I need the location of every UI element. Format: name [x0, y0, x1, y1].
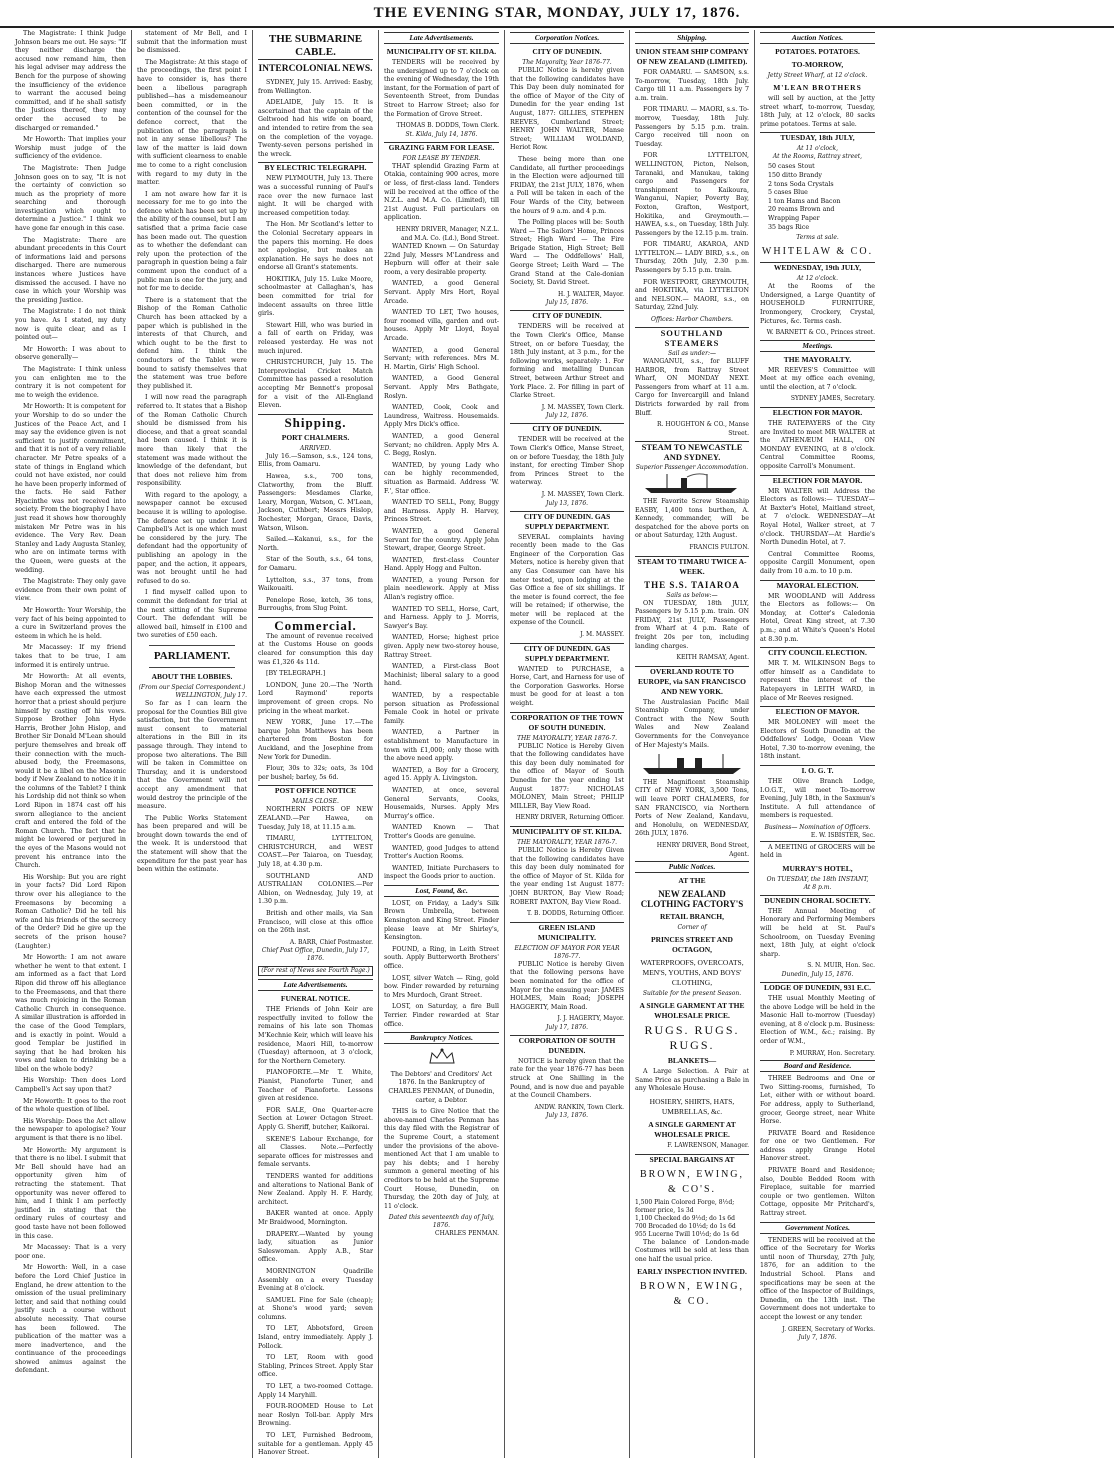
wanted-ad: WANTED, by young Lady who can be highly recommended, situation as Barmaid. Address 'W. F.', Star office. — [384, 461, 499, 495]
election-for-mayor-1: ELECTION FOR MAYOR. — [760, 407, 875, 418]
green-island-title: GREEN ISLAND MUNICIPALITY. — [510, 922, 624, 943]
report-paragraph: His Worship: Then does Lord Campbell's Act say upon that? — [15, 1077, 126, 1094]
shipping-item: Penelope Rose, ketch, 36 tons, Burroughs, from Slug Point. — [258, 596, 373, 613]
city-dunedin-1: CITY OF DUNEDIN. — [532, 47, 602, 56]
post-item: British and other mails, via San Francisco, will close at this office on the 26th inst. — [258, 909, 373, 935]
at-11-label: At 11 o'clock, — [796, 145, 839, 153]
auction-lot: 50 cases Stout — [768, 163, 815, 171]
board-ad: PRIVATE Board and Residence; also, Double Bedded Room with Fireplace, suitable for married couple or two gentlemen. Wilton Cottage, opposite Mr Pritchard's, Rattray street. — [760, 1167, 875, 1218]
port-chalmers: PORT CHALMERS. — [281, 432, 350, 442]
report-paragraph: The Magistrate: There are abundant precedents in this Court of informations laid and persons discharged. There are numerous instances where Justices have dismissed the accused. I have no case in which your Worship was the presiding Justice. — [15, 236, 126, 304]
column-5 — [505, 30, 630, 1458]
polling-places: The Polling places will be: South Ward — The Sailors' Home, Princes Street; High Ward — The Fire Brigade Station, High Street; Bell Ward — The Oddfellows' Hall, George Street; Leith Ward — The Grand Stand at the Cale-donian Society, St. David Street. — [510, 219, 624, 287]
murray-hotel: MURRAY'S HOTEL, — [782, 863, 853, 873]
report-paragraph: The Magistrate: They only gave evidence from their own point of view. — [15, 578, 126, 603]
page-columns — [10, 30, 1104, 1458]
union-sailings — [635, 69, 749, 313]
column-6 — [630, 30, 755, 1458]
mayoralty-2: THE MAYORALTY, YEAR 1876-7. — [516, 734, 618, 742]
massey-signature-1: J. M. MASSEY, Town Clerk. — [541, 403, 624, 411]
sailing-notice: FOR TIMARU. — MAORI, s.s. To-morrow, Tuesday, 18th July. Passengers by 5.15 p.m. train. Cargo received till noon on Tuesday. — [635, 106, 749, 148]
classified-ad: TENDERS wanted for additions and alterations to National Bank of New Zealand. Apply H. F. Hardy, architect. — [258, 1172, 373, 1206]
sailing-notice: FOR LYTTELTON, WELLINGTON, Picton, Nelson, Taranaki, and Manukau, taking cargo and Passengers for transhipment to Kaikoura, Wanganui, Napier, Poverty Bay, Foxton, Grafton, Westport, Hokitika, and Greymouth.— HAWEA, s.s., on Tuesday, 18th July. Passengers by the 12.15 p.m. train. — [635, 152, 749, 237]
report-paragraph: Mr Howorth: My argument is that there is no libel. I submit that Mr Bell should have had an opportunity given him of retracting the statement. That opportunity was never offered to him, and I think I am perfectly justified in stating that the ordinary rules of courtesy and good taste have not been followed in this case. — [15, 1146, 126, 1240]
report-paragraph: The Magistrate: I think unless you can enlighten me to the contrary it is not competent for me to weigh the evidence. — [15, 365, 126, 399]
mayoralty-1: The Mayoralty, Year 1876-77. — [522, 59, 612, 66]
central-committee: Central Committee Rooms, opposite Cargill Monument, open daily from 10 a.m. to 10 p.m. — [760, 550, 875, 575]
tomorrow-label: TO-MORROW, — [791, 60, 844, 69]
post-place: Chief Post Office, Dunedin, July 17, 1876. — [261, 947, 370, 963]
classified-ad: FOUR-ROOMED House to Let near Roslyn Toll-bar. Apply Mrs Browning. — [258, 1403, 373, 1428]
mayoralty-3: THE MAYORALTY, YEAR 1876-7. — [516, 838, 618, 846]
green-date: July 7, 1876. — [798, 1334, 837, 1342]
special-bargains: SPECIAL BARGAINS AT — [635, 1154, 749, 1165]
gas-notice: SEVERAL complaints having recently been made to the Gas Engineer of the Corporation Gas Meters, notice is hereby given that any Gas Consumer can have his meter tested, upon lodging at the Gas Office a fee of six shillings. If the meter is found correct, the fee will be retained; if otherwise, the meter will be replaced at the expense of the Council. — [510, 533, 624, 627]
arrived-label: ARRIVED. — [300, 444, 331, 452]
taiaroa-text: ON TUESDAY, 18th JULY, Passengers by 5.15 p.m. train. ON FRIDAY, 21st JULY, Passengers from Wharf at 4 p.m. Rate of freight 20s per ton, including landing charges. — [635, 599, 749, 650]
st-kilda-title: MUNICIPALITY OF ST. KILDA. — [386, 47, 497, 56]
grazing-title: GRAZING FARM FOR LEASE. — [384, 142, 499, 153]
hagerty-signature: J. J. HAGERTY, Mayor. — [557, 1015, 624, 1023]
report-paragraph: The Magistrate: I think Judge Johnson bears me out. He says: "If they neither discharge the accused now remand him, then his legal adviser may address the Bench for the purpose of showing the insufficiency of the evidence to warrant the accused being committed, and if he shall satisfy the Justices thereof, they may order the accused to be discharged or remanded." — [15, 30, 126, 132]
retail-branch: RETAIL BRANCH, — [659, 912, 725, 922]
city-new-york-text: THE Magnificent Steamship CITY of NEW YORK, 3,500 Tons, will leave PORT CHALMERS, for SAN FRANCISCO, via Northern Ports of New Zealand, Kandavu, and Honolulu, on WEDNESDAY, 26th JULY, 1876. — [635, 778, 749, 838]
newcastle-sub: Superior Passenger Accommodation. — [635, 464, 749, 472]
city-dunedin-2: CITY OF DUNEDIN. — [510, 310, 624, 321]
masthead-title: THE EVENING STAR, MONDAY, JULY 17, 1876. — [373, 5, 741, 21]
report-paragraph: Mr Howorth: Well, in a case before the Lord Chief Justice in England, he drew attention to the omission of the usual preliminary letter, and said that nothing could justify such a course without absolute necessity. That course has been followed. The publication of the matter was a mere inadvertence, and the continuance of the proceedings showed animus against the defendant. — [15, 1264, 126, 1375]
auction-goods — [768, 163, 867, 232]
rugs-label: RUGS. RUGS. RUGS. — [644, 1023, 740, 1053]
gas-supply-1: CITY OF DUNEDIN. GAS SUPPLY DEPARTMENT. — [510, 511, 624, 532]
report-paragraph: With regard to the apology, a newspaper cannot be excused because it is willing to apologise. The defence set up under Lord Campbell's Act is one which must be considered by the jury. The defendant had the opportunity of publishing an apology in the paper, and the action, it appears, was not brought until he had refused to do so. — [137, 491, 247, 585]
mail-steamer-icon — [635, 753, 749, 775]
report-paragraph: Mr Macassey: If my friend takes that to be true, I am informed it is entirely untrue. — [15, 644, 126, 669]
wanted-ad: WANTED, first-class Counter Hand. Apply Hogg and Fulton. — [384, 556, 499, 573]
telegraph-item: The Hon. Mr Scotland's letter to the Colonial Secretary appears in the papers this morning. He does not apologise, but makes an explanation. He says he does not endorse all Grant's statements. — [258, 221, 373, 272]
barnett-signature: W. BARNETT & CO., Princes street. — [766, 329, 875, 337]
column-7 — [755, 30, 880, 1458]
st-kilda-signature: THOMAS B. DODDS, Town Clerk. — [396, 122, 499, 130]
bankruptcy-signature: CHARLES PENMAN. — [435, 1230, 499, 1238]
waterproofs: WATERPROOFS, OVERCOATS, MEN'S, YOUTHS, AND BOYS' CLOTHING, — [640, 958, 744, 988]
election-year: ELECTION OF MAYOR FOR YEAR 1876-77. — [514, 944, 620, 960]
moloney-text: MR MOLONEY will meet the Electors of South Dunedin at the Oddfellows' Lodge, Ocean View Hotel, 7.30 to-morrow evening, the 18th instant. — [760, 719, 875, 761]
report-paragraph: Mr Macassey: That is a very poor one. — [15, 1244, 126, 1260]
tenders-notice: TENDERS will be received at the Town Clerk's Office, Manse Street, on or before Tuesday, the 18th July instant, at 3 p.m., for the following works, separately: 1. For forming and metalling Duncan Street, between Arthur Street and York Place. 2. For filling in part of Clarke Street. — [510, 323, 624, 400]
wanted-ad: WANTED, a Partner in establishment to Manufacture in town with £1,000; only those with the above need apply. — [384, 729, 499, 763]
wanted-ad: WANTED, a good General Servant for the country. Apply John Stewart, draper, George Street. — [384, 527, 499, 553]
easby-text: THE Favorite Screw Steamship EASBY, 1,400 tons burthen, A. Kennedy, commander, will be despatched for the above ports on or about Saturday, 12th August. — [635, 497, 749, 540]
mayoral-election: MAYORAL ELECTION. — [760, 580, 875, 591]
wanted-ad: WANTED, at once, several General Servants, Cooks, Housemaids, Nurses. Apply Mrs Murray's office. — [384, 786, 499, 820]
timber-notice: TENDER will be received at the Town Clerk's Office, Manse Street, on or before Tuesday, the 18th July instant, for erecting Timber Shop from Princes Street to the waterway. — [510, 436, 624, 487]
classified-ad: PIANOFORTE.—Mr T. White, Pianist, Pianoforte Tuner, and Teacher of Pianoforte. Lessons given at residence. — [258, 1069, 373, 1103]
newcastle-title: STEAM TO NEWCASTLE AND SYDNEY. — [635, 441, 749, 462]
shipping-item: Lyttelton, s.s., 37 tons, from Waikouaiti. — [258, 576, 373, 593]
shipping-item: July 16.—Samson, s.s., 124 tons, Ellis, from Oamaru. — [258, 452, 373, 469]
funeral-title: FUNERAL NOTICE. — [280, 994, 351, 1004]
report-paragraph: Mr Howorth: It goes to the root of the whole question of libel. — [15, 1097, 126, 1114]
classified-ads — [258, 1069, 373, 1457]
wanted-ads — [384, 243, 499, 882]
parliament-paragraph: So far as I can learn the proposal for the Counties Bill give satisfaction, but the Government must consent to material alterations in the Bill in its passage through. They intend to propose two alterations. The Bill will be taken in Committee on Thursday, and it is understood that the Government will not accept any amendment that would destroy the principle of the measure. — [137, 699, 247, 811]
taiaroa-title: THE S.S. TAIAROA — [644, 579, 740, 590]
telegraph-item: Stewart Hill, who was buried in a fall of earth on Friday, was released yesterday. He was not much injured. — [258, 321, 373, 355]
board-ads — [760, 1075, 875, 1219]
bankruptcy-date: Dated this seventeenth day of July, 1876. — [388, 1214, 495, 1230]
report-paragraph: His Worship: Does the Act allow the newspaper to apologise? Your argument is that there is no libel. — [15, 1117, 126, 1143]
overland-text: The Australasian Pacific Mail Steamship Company, under Contract with the New South Wales and New Zealand Governments for the Conveyance of Her Majesty's Mails. — [635, 698, 749, 749]
costumes-text: The balance of London-made Costumes will be sold at less than one half the usual price. — [635, 1238, 749, 1263]
wanted-ad: WANTED Known — On Saturday 22nd July, Messrs M'Landress and Hepburn will offer at their sale room, a very desirable property. — [384, 243, 499, 276]
parliament-subtitle: ABOUT THE LOBBIES. — [151, 671, 233, 681]
report-paragraph: Mr Howorth: At all events, Bishop Moran and the witnesses have each expressed the utmost horror that a priest should perjure himself by casting off his vows. Suppose Brother John Hyde Harris, Brother John Hislop, and Brother Sir Donald M'Lean should perjure themselves and break off their connection with the much-abused body, the Freemasons, would it be a libel on the Masonic body if New Zealand to notice it in the columns of the Tablet? I think his Lordship did not think so when Lord Ripon in 1874 cast off his sworn allegiance to the ancient craft and entered the fold of the Roman Church. The fact that he might be lowered or perjured in the eyes of the Masons would not prevent his entrance into the Church. — [15, 673, 126, 870]
at-the-label: AT THE — [678, 876, 706, 886]
classified-ad: TO LET, a two-roomed Cottage. Apply 14 Maryhill. — [258, 1383, 373, 1399]
gas-supply-2: CITY OF DUNEDIN. GAS SUPPLY DEPARTMENT. — [510, 643, 624, 664]
parliament-body — [137, 700, 247, 875]
report-paragraph: statement of Mr Bell, and I submit that the information must be dismissed. — [137, 30, 247, 55]
rankin-signature: ANDW. RANKIN, Town Clerk. — [534, 1103, 624, 1111]
report-paragraph: I am not aware how far it is necessary for me to go into the defence which has been set up by the ability of the counsel, but I am satisfied that a prima facie case has been made out. The question as to whether the defendant can rely upon the protection of the paragraph in question being a fair comment upon the conduct of a public man is one for the jury, and not for me to decide. — [137, 190, 247, 293]
grazing-text: THAT splendid Grazing Farm at Otakia, containing 900 acres, more or less, of first-class land. Tenders will be received at the office of the N.Z.L. and M.A. Co. (Limited), till 21st August. Full particulars on application. — [384, 162, 499, 222]
column-3 — [253, 30, 379, 1458]
massey-signature-2: J. M. MASSEY, Town Clerk. — [541, 490, 624, 498]
st-kilda-muni: MUNICIPALITY OF ST. KILDA. — [510, 826, 624, 837]
report-paragraph: Mr Howorth: Your Worship, the very fact of his being appointed to a cure in Switzerland proves the esteem in which he is held. — [15, 607, 126, 640]
lost-ad: LOST, on Saturday, a fire Bull Terrier. Finder rewarded at Star office. — [384, 1003, 499, 1028]
telegraph-items — [258, 175, 373, 410]
wanted-ad: WANTED TO SELL, Horse, Cart, and Harness. Apply to J. Morris, Sawyer's Bay. — [384, 605, 499, 630]
board-title: Board and Residence. — [760, 1060, 875, 1072]
lawrenson-signature: F. LAWRENSON, Manager. — [667, 1141, 749, 1149]
commercial-item: Flour, 30s to 32s; oats, 3s 10d per bushel; barley, 5s 6d. — [258, 765, 373, 781]
brown-ewing-title: BROWN, EWING, & CO'S. — [639, 1168, 745, 1195]
meetings-title: Meetings. — [760, 340, 875, 352]
report-paragraph: The Magistrate: At this stage of the proceedings, the first point I have to consider is, has there been a libellous paragraph published—has a misdemeanour been committed, or in the contention of the counsel for the defence correct, that the publication of the paragraph is not in any sense libellous? The law of the matter is laid down with sufficient clearness to enable me to come to a right conclusion with regard to my duty in the matter. — [137, 58, 247, 187]
cable-item: SYDNEY, July 15. Arrived: Easby, from Wellington. — [258, 79, 373, 95]
sailing-notice: FOR TIMARU, AKAROA, AND LYTTELTON.— LADY BIRD, s.s., on Thursday, 20th July, 2.30 p.m. Passengers by 5.15 p.m. train. — [635, 241, 749, 275]
court-report — [15, 30, 126, 1376]
bargain-row: 1,100 Checked do 9½d; do 1s 6d — [635, 1214, 735, 1222]
early-inspection: EARLY INSPECTION INVITED. — [637, 1267, 747, 1277]
late-ads-title-2: Late Advertisements. — [384, 32, 499, 44]
post-items — [258, 806, 373, 935]
st-kilda-date: St. Kilda, July 14, 1876. — [405, 130, 478, 138]
public-notices-title: Public Notices. — [635, 861, 749, 873]
corp-south-dunedin: CORPORATION OF SOUTH DUNEDIN. — [510, 1035, 624, 1056]
mayoralty-title: THE MAYORALTY. — [783, 354, 852, 364]
nomination-notice: PUBLIC Notice is hereby given that the following candidates have This Day been duly nominated for the office of Mayor of the City of Dunedin for the year ending 1st August, 1877: GILLIES, STEPHEN REEVES, Cumberland Street; HENRY JOHN WALTER, Manse Street; WILLIAM WOLDAND, Heriot Row. — [510, 67, 624, 152]
wanted-ad: WANTED, a First-class Boot Machinist; liberal salary to a good hand. — [384, 663, 499, 688]
green-signature: J. GREEN, Secretary of Works. — [782, 1325, 875, 1333]
date-7: July 17, 1876. — [545, 1023, 589, 1031]
st-kilda-notice: PUBLIC Notice is Hereby Given that the following candidates have this day been duly nominated for the office of Mayor of St. Kilda for the year ending 1st August 1877: JOHN BURTON, Bay View Road; ROBERT PAXTON, Bay View Road. — [510, 846, 624, 906]
report-paragraph: The Magistrate: I do not think you have. As I stated, my duty now is quite clear, and as I pointed out— — [15, 308, 126, 342]
funeral-notice: THE Friends of John Keir are respectfully invited to follow the remains of his late son Thomas M'Kechnie Keir, which will leave his residence, Maori Hill, to-morrow (Tuesday) afternoon, at 3 o'clock, for the Northern Cemetery. — [258, 1006, 373, 1065]
crown-crest-icon — [384, 1047, 499, 1069]
bargain-row: 955 Lucerne Twill 10½d; do 1s 6d — [635, 1230, 739, 1238]
report-paragraph: I find myself called upon to commit the defendant for trial at the next sitting of the Supreme Court. The defendant will be allowed bail, himself in £100 and two sureties of £50 each. — [137, 589, 247, 640]
offices-label: Offices: Harbor Chambers. — [651, 316, 733, 324]
wanted-ad: WANTED, good Judges to attend Trotter's Auction Rooms. — [384, 844, 499, 861]
shipping-item: Hawea, s.s., 700 tons, Clatworthy, from the Bluff. Passengers: Mesdames Clarke, Leary, Morgan, Watson, C. M'Lean, Jackson, Cuthbert; Messrs Hislop, Rochester, Morgan, Grace, Davis, Watson, Wilson. — [258, 472, 373, 532]
tuesday-label: TUESDAY, 18th JULY, — [760, 132, 875, 143]
date-3: July 13, 1876. — [545, 499, 589, 507]
ramsay-signature: KEITH RAMSAY, Agent. — [676, 654, 749, 662]
rooms-label: At the Rooms, Rattray street, — [772, 153, 863, 161]
brown-ewing-footer: BROWN, EWING, & CO. — [639, 1281, 745, 1308]
column-2 — [132, 30, 253, 1458]
mails-close: MAILS CLOSE. — [292, 798, 339, 806]
horse-notice: WANTED to PURCHASE, a Horse, Cart, and Harness for use of the Corporation Gasworks. Horse must be good for at least a ton weight. — [510, 665, 624, 708]
late-ads-title: Late Advertisements. — [258, 979, 373, 991]
at-12-label: At 12 o'clock. — [796, 275, 839, 283]
furniture-text: At the Rooms of the Undersigned, a Large Quantity of HOUSEHOLD FURNITURE, Ironmongery, Crockery, Crystal, Pictures, &c. Terms cash. — [760, 283, 875, 325]
maclean-text: will sell by auction, at the Jetty street wharf, to-morrow, Tuesday, 18th July, at 12 o'clock, 80 sacks prime potatoes. Terms at sale. — [760, 95, 875, 128]
sailing-notice: FOR OAMARU. — SAMSON, s.s. To-morrow, Tuesday, 18th July. Cargo till 11 a.m. Passengers by 7 a.m. train. — [635, 69, 749, 102]
board-ad: THREE Bedrooms and One or Two Sitting-rooms, furnished, To Let, either with or without board. For address, apply to Sutherland, grocer, George street, near White Horse. — [760, 1075, 875, 1126]
post-item: NORTHERN PORTS OF NEW ZEALAND.—Per Hawea, on Tuesday, July 18, at 11.15 a.m. — [258, 806, 373, 831]
bankruptcy-title: Bankruptcy Notices. — [384, 1032, 499, 1044]
wanted-ad: WANTED, a young Person for plain needlework. Apply at Miss Allan's registry office. — [384, 576, 499, 602]
timaru-title: STEAM TO TIMARU TWICE A-WEEK. — [635, 556, 749, 577]
wanted-ad: WANTED, a Boy for a Grocery, aged 15. Apply A. Livingston. — [384, 766, 499, 783]
reeves-committee: MR REEVES'S Committee will Meet at my office each evening, until the election, at 7 o'clock. — [760, 366, 875, 391]
choral-title: DUNEDIN CHORAL SOCIETY. — [760, 895, 875, 906]
rate-notice: NOTICE is hereby given that the rate for the year 1876-77 has been struck at One Shilling in the Pound, and is now due and payable at the Council Chambers. — [510, 1057, 624, 1100]
driver-signature: HENRY DRIVER, Returning Officer. — [515, 814, 624, 822]
lodge-text: THE usual Monthly Meeting of the above Lodge will be held in the Masonic Hall to-morrow (Tuesday) evening, at 8 o'clock p.m. Business: Election of W.M., &c.; raising. By order of W.M., — [760, 994, 875, 1045]
board-ad: PRIVATE Board and Residence for one or two Gentlemen. For address apply Grange Hotel Hanover street. — [760, 1129, 875, 1163]
single-garment-2: A SINGLE GARMENT AT WHOLESALE PRICE. — [648, 1119, 736, 1139]
report-paragraph: Mr Howorth: That implies your Worship must judge of the sufficiency of the evidence. — [15, 136, 126, 161]
government-text: TENDERS will be received at the office of the Secretary for Works until noon of Thursday, 27th July, 1876, for an addition to the Industrial School. Plans and specifications may be seen at the office of the Inspector of Buildings, Dunedin, on the 13th inst. The Government does not undertake to accept the lowest or any tender. — [760, 1236, 875, 1321]
government-title: Government Notices. — [760, 1222, 875, 1234]
southland-title: SOUTHLAND STEAMERS — [635, 327, 749, 348]
at-8-label: At 8 p.m. — [803, 883, 832, 891]
grazing-subtitle: FOR LEASE BY TENDER. — [402, 154, 481, 162]
parliament-title: PARLIAMENT. — [153, 649, 231, 662]
classified-ad: MORNINGTON Quadrille Assembly on a every Tuesday Evening at 8 o'clock. — [258, 1267, 373, 1293]
auction-lot: 1 ton Hams and Bacon — [768, 197, 841, 205]
post-item: SOUTHLAND AND AUSTRALIAN COLONIES.—Per Albion, on Wednesday, July 19, at 1.30 p.m. — [258, 872, 373, 906]
wilkinson-text: MR T. M. WILKINSON Begs to offer himself as a Candidate to represent the interest of the Ratepayers in LEITH WARD, in place of Mr Reeves resigned. — [760, 660, 875, 702]
terms-label: Terms at sale. — [796, 234, 839, 242]
muir-signature: S. N. MUIR, Hon. Sec. — [807, 962, 875, 970]
election-for-mayor-2: ELECTION FOR MAYOR. — [760, 475, 875, 486]
wanted-ad: WANTED, a good General Servant; with references. Mrs M. H. Martin, Girls' High School. — [384, 346, 499, 371]
telegraph-item: NEW PLYMOUTH, July 13. There was a successful running of Paul's race over the new furnace last night. It will be charged with increased competition today. — [258, 175, 373, 217]
telegraph-title: BY ELECTRIC TELEGRAPH. — [258, 162, 373, 173]
cable-items — [258, 79, 373, 159]
shipping-title: Shipping. — [258, 414, 373, 430]
commercial-item: The amount of revenue received at the Customs House on goods cleared for consumption this day was £1,326 4s 11d. — [258, 632, 373, 666]
commercial-title: Commercial. — [258, 617, 373, 633]
council-election: CITY COUNCIL ELECTION. — [760, 647, 875, 658]
houghton-signature: R. HOUGHTON & CO., Manse Street. — [657, 421, 749, 437]
auction-lot: 20 reams Brown and Wrapping Paper — [768, 206, 835, 222]
woodland-text: MR WOODLAND will Address the Electors as follows:— On Monday, at Cotter's Caledonia Hotel, Great King street, at 7.30 p.m.; and at White's Queen's Hotel at 8.30 p.m. — [760, 592, 875, 643]
southland-sub: Sail as under:— — [667, 350, 716, 358]
auction-title: Auction Notices. — [760, 32, 875, 44]
commercial-item: [BY TELEGRAPH.] — [266, 670, 326, 678]
classified-ad: BAKER wanted at once. Apply Mr Braidwood, Mornington. — [258, 1210, 373, 1226]
classified-ad: TO LET, Abbotsford, Green Island, entry immediately. Apply J. Pollock. — [258, 1325, 373, 1350]
grazing-signature: HENRY DRIVER, Manager, N.Z.L. and M.A. Co. (Ld.), Bond Street. — [395, 225, 499, 242]
bargain-row: 700 Brocaded do 10½d; do 1s 6d — [635, 1222, 736, 1230]
lodge-title: LODGE OF DUNEDIN, 931 E.C. — [760, 982, 875, 993]
intercolonial-title: INTERCOLONIAL NEWS. — [258, 64, 373, 74]
olive-branch-text: THE Olive Branch Lodge, I.O.G.T., will meet To-morrow Evening, July 18th, in the Saxmun's Institute. A full attendance of members is requested. — [760, 778, 875, 820]
business-label: Business— Nomination of Officers. — [764, 824, 871, 832]
column-4 — [379, 30, 505, 1458]
jetty-label: Jetty Street Wharf, at 12 o'clock. — [767, 72, 868, 79]
iogt-title: I. O. G. T. — [760, 765, 875, 776]
wanted-ad: WANTED Known — That Trotter's Goods are genuine. — [384, 824, 499, 840]
blankets-label: BLANKETS— — [667, 1056, 717, 1066]
report-paragraph: Mr Howorth: It is competent for your Worship to do so under the Justices of the Peace Act, and I may say the evidence given is not sufficient to justify commitment, and that it is not of a very reliable character. Mr Petre speaks of a state of things in England which could not have existed, nor could he have been properly informed of the facts. He said Father Hyacinthe was not received into society. From the biography I have just read it shows how thoroughly mistaken Mr Petre was in his evidence. The Very Rev. Dean Stanley and Lady Augusta Stanley, who are on intimate terms with the Queen, were guests at the wedding. — [15, 403, 126, 574]
parliament-date: WELLINGTON, July 17. — [175, 691, 247, 699]
overland-title: OVERLAND ROUTE TO EUROPE, via SAN FRANCISCO AND NEW YORK. — [635, 666, 749, 697]
shipping-item: Star of the South, s.s., 64 tons, for Oamaru. — [258, 556, 373, 572]
commercial-item: NEW YORK, June 17.—The barque John Matthews has been chartered from Boston for Auckland, and the Josephine from New York for Dunedin. — [258, 719, 373, 761]
taiaroa-sub: Sails as below:— — [666, 591, 718, 599]
south-dunedin-notice: PUBLIC Notice is Hereby Given that the following candidates have this day been duly nominated for the office of Mayor of South Dunedin for the year ending 1st August 1877: NICHOLAS MOLONEY, Main Street; PHILIP MILLER, Bay View Road. — [510, 742, 624, 810]
choral-text: THE Annual Meeting of Honorary and Performing Members will be held at St. Paul's Schoolroom, on Tuesday Evening next, 18th July, at eight o'clock sharp. — [760, 907, 875, 958]
single-garment-1: A SINGLE GARMENT AT THE WHOLESALE PRICE. — [639, 1001, 745, 1021]
wanted-ad: WANTED, Initiate Purchasers to inspect the Goods prior to auction. — [384, 864, 499, 881]
parliament-paragraph: The Public Works Statement has been prepared and will be brought down towards the end of the week. It is understood that the statement will show that the expenditure for the past year has been within the estimate. — [137, 814, 247, 874]
classified-ad: SAMUEL Fine for Sale (cheap); at Shone's wood yard; seven columns. — [258, 1296, 373, 1321]
massey-signature-3: J. M. MASSEY. — [580, 631, 624, 639]
auction-lot: 5 cases Blue — [768, 189, 808, 197]
report-paragraph: Mr Howorth: I was about to observe generally— — [15, 345, 126, 362]
corporation-title: Corporation Notices. — [510, 32, 624, 44]
poll-notice: These being more than one Candidate, all further proceedings in the Election were adjourned till FRIDAY, the 21st JULY, 1876, when a Poll will be taken in each of the Four Wards of the City, between the hours of 9 a.m. and 4 p.m. — [510, 155, 624, 215]
auction-lot: 35 bags Rice — [768, 223, 810, 231]
corner-label: Corner of — [677, 924, 707, 932]
shipping-items — [258, 453, 373, 614]
telegraph-item: HOKITIKA, July 15. Luke Moore, schoolmaster at Callaghan's, has been committed for trial for indecent assaults on three little girls. — [258, 275, 373, 318]
wanted-ad: WANTED, Horse; highest price given. Apply new two-storey house, Rattray Street. — [384, 634, 499, 659]
walter-text: MR WALTER will Address the Electors as follows:— TUESDAY—At Baxter's Hotel, Maitland street, at 7 o'clock. WEDNESDAY—At Royal Hotel, Walker street, at 7 o'clock. THURSDAY—At Hardie's North Dunedin Hotel, at 7. — [760, 487, 875, 547]
south-dunedin-title: CORPORATION OF THE TOWN OF SOUTH DUNEDIN. — [511, 712, 623, 732]
telegraph-item: CHRISTCHURCH, July 15. The Interprovincial Cricket Match Committee has passed a resolution accepting Mr Bennett's proposal for a visit of the All-England Eleven. — [258, 359, 373, 410]
bankruptcy-heading: The Debtors' and Creditors' Act 1876. In the Bankruptcy of CHARLES PENMAN, of Dunedin, carter, a Debtor. — [388, 1070, 495, 1104]
wanted-ad: WANTED, a good General Servant. Apply Mrs Hort, Royal Arcade. — [384, 280, 499, 305]
commercial-item: LONDON, June 20.—The 'North Lord Raymond' reports improvement of green crops. No pricing in the wheat market. — [258, 681, 373, 715]
wanted-ad: WANTED, a Good General Servant. Apply Mrs Bathgate, Roslyn. — [384, 375, 499, 400]
cable-item: ADELAIDE, July 15. It is ascertained that the captain of the Geltwood had his wife on board, and intended to retire from the sea on the completion of the voyage. Twenty-seven persons perished in the wreck. — [258, 99, 373, 158]
classified-ad: FOR SALE, One Quarter-acre Section at Lower Octagon Street. Apply G. Sheriff, butcher, Kaikorai. — [258, 1106, 373, 1131]
lost-ad: LOST, on Friday, a Lady's Silk Brown Umbrella, between Kensington and King Street. Finder please leave at Mr Shirley's, Kensington. — [384, 899, 499, 942]
city-dunedin-3: CITY OF DUNEDIN. — [510, 423, 624, 434]
wanted-ad: WANTED TO SELL, Pony, Buggy and Harness. Apply H. Harvey, Princes Street. — [384, 499, 499, 524]
shipping-section-title: Shipping. — [635, 32, 749, 44]
date-1: July 15, 1876. — [545, 299, 589, 307]
report-paragraph: There is a statement that the Bishop of the Roman Catholic Church has been attacked by a paper which is published in the interests of that Church, and which ought to be the first to defend him. I think the conductors of the Tablet were bound to satisfy themselves that the statement was true before they published it. — [137, 296, 247, 390]
post-item: TIMARU, LYTTELTON, CHRISTCHURCH, and WEST COAST.—Per Taiaroa, on Tuesday, July 18, at 4.30 p.m. — [258, 835, 373, 868]
commercial-items — [258, 633, 373, 783]
cable-title: THE SUBMARINE CABLE. — [258, 33, 373, 60]
lost-ad: FOUND, a Ring, in Leith Street south. Apply Butterworth Brothers' office. — [384, 945, 499, 971]
murray-signature: P. MURRAY, Hon. Secretary. — [789, 1049, 875, 1057]
hosiery-label: HOSIERY, SHIRTS, HATS, UMBRELLAS, &c. — [649, 1096, 735, 1116]
james-signature: SYDNEY JAMES, Secretary. — [790, 395, 875, 403]
auction-lot: 2 tons Soda Crystals — [768, 180, 834, 188]
isbister-signature: E. W. ISBISTER, Sec. — [810, 832, 875, 840]
grocers-meeting: A MEETING of GROCERS will be held in — [760, 841, 875, 861]
post-office-title: POST OFFICE NOTICE — [258, 785, 373, 796]
steamship-icon — [635, 472, 749, 494]
date-2: July 12, 1876. — [545, 412, 589, 420]
wanganui-sailing: WANGANUI, s.s., for BLUFF HARBOR, from Rattray Street Wharf, ON MONDAY NEXT. Passengers from wharf at 11 a.m. Cargo for Invercargill and Inland Districts forwarded by rail from Bluff. — [635, 358, 749, 417]
fulton-signature: FRANCIS FULTON. — [689, 543, 749, 551]
bargains-list — [635, 1199, 749, 1239]
dodds-signature: T. B. DODDS, Returning Officer. — [527, 910, 624, 918]
more-news-note: (For rest of News see Fourth Page.) — [258, 966, 373, 976]
post-signature: A. BARR, Chief Postmaster. — [289, 938, 373, 946]
wednesday-label: WEDNESDAY, 19th JULY, — [760, 262, 875, 273]
walter-signature: H. J. WALTER, Mayor. — [557, 290, 624, 298]
election-of-mayor: ELECTION OF MAYOR. — [760, 706, 875, 717]
green-island-notice: PUBLIC Notice is hereby Given that the following persons have been nominated for the office of Mayor for the ensuing year: JAMES HOLMES, Main Road; JOSEPH HAGGERTY, Main Road. — [510, 960, 624, 1011]
report-paragraph: Mr Howorth: I am not aware whether he went to that extent. I am informed as a fact that Lord Ripon did throw off his allegiance to the Freemasons, and that there was much rejoicing in the Roman Catholic Church in consequence. A similar illustration is afforded in the case of the Good Templars, and is exactly in point. Would a good Templar be justified in saying that he had broken his vows and taken to drinking be a libel on the whole body? — [15, 954, 126, 1073]
wanted-ad: WANTED, by a respectable person situation as Professional Female Cook in hotel or private family. — [384, 692, 499, 725]
report-paragraph: The Magistrate: Then Judge Johnson goes on to say, "It is not the certainty of conviction so much as the propriety of more searching and thorough investigation which ought to determine a Justice." I think we have gone far enough in this case. — [15, 164, 126, 233]
lost-ad: LOST, silver Watch — Ring, gold bow. Finder rewarded by returning to Mrs Murdoch, Grant Street. — [384, 974, 499, 999]
union-steam-title: UNION STEAM SHIP COMPANY OF NEW ZEALAND (LIMITED). — [635, 47, 749, 66]
classified-ad: SKENE'S Labour Exchange, for all Classes. Note.—Perfectly separate offices for mistresses and female servants. — [258, 1135, 373, 1169]
lost-found-title: Lost, Found, &c. — [384, 885, 499, 897]
suitable-label: Suitable for the present Season. — [642, 990, 742, 998]
report-paragraph: His Worship: But you are right in your facts? Did Lord Ripon throw over his allegiance to the Freemasons by becoming a Roman Catholic? Did he tell his wife and his friends of the secrecy of the Order? Did he give up the secrets of the prison house? (Laughter.) — [15, 873, 126, 950]
driver-agent: HENRY DRIVER, Bond Street, Agent. — [656, 842, 749, 858]
classified-ad: TO LET, Room with good Stabling, Princes Street. Apply Star office. — [258, 1354, 373, 1379]
masthead — [0, 0, 1114, 28]
sailing-notice: FOR WESTPORT, GREYMOUTH, and HOKITIKA, via LYTTELTON and NELSON.— MAORI, s.s., on Saturday, 22nd July. — [635, 278, 749, 312]
st-kilda-tenders: TENDERS will be received by the undersigned up to 7 o'clock on the evening of Wednesday, the 19th instant, for the Formation of part of Seventeenth Street, from Dundas Street to Harrow Street; also for the Formation of Grove Street. — [384, 59, 499, 118]
auction-lot: 150 ditto Brandy — [768, 171, 822, 179]
parliament-from: (From our Special Correspondent.) — [138, 683, 246, 691]
wanted-ad: WANTED, a good General Servant; no children. Apply Mrs A. C. Begg, Roslyn. — [384, 432, 499, 458]
wanted-ad: WANTED TO LET, Two houses, four roomed villa, garden and out-houses. Apply Mr Lloyd, Royal Arcade. — [384, 309, 499, 343]
clothing-factory-title: NEW ZEALAND CLOTHING FACTORY'S — [640, 889, 744, 910]
potatoes-title: POTATOES. POTATOES. — [775, 47, 860, 56]
lost-ads — [384, 900, 499, 1029]
tuesday-18th: On TUESDAY, the 18th INSTANT, — [766, 875, 869, 883]
muir-date: Dunedin, July 15, 1876. — [781, 970, 854, 978]
wanted-ad: WANTED, Cook, Cook and Laundress, Waitress. Housemaids. Apply Mrs Dick's office. — [384, 404, 499, 429]
classified-ad: DRAPERY.—Wanted by young lady, situation as Junior Saleswoman. Apply A.B., Star office. — [258, 1230, 373, 1264]
shipping-item: Sailed.—Kakanui, s.s., for the North. — [258, 536, 373, 552]
court-report-continued — [137, 30, 247, 641]
princes-octagon: PRINCES STREET AND OCTAGON, — [651, 935, 733, 955]
whitelaw-title: WHITELAW & CO. — [761, 246, 874, 258]
bargain-row: 1,500 Plain Colored Forge, 8½d; former price, 1s 3d — [635, 1198, 735, 1214]
report-paragraph: I will now read the paragraph referred to. It states that a Bishop of the Roman Catholic Church should be dismissed from his diocese, and that a great scandal had been caused. I think it is more than likely that the statement was made without the knowledge of the defendant, but that does not relieve him from responsibility. — [137, 394, 247, 488]
column-1 — [10, 30, 132, 1458]
blankets-text: A Large Selection. A Pair at Same Price as purchasing a Bale in any Wholesale House. — [635, 1068, 749, 1093]
date-8: July 13, 1876. — [545, 1112, 589, 1120]
maclean-title: M'LEAN BROTHERS — [773, 83, 862, 92]
ratepayers-text: THE RATEPAYERS of the City are Invited to meet MR WALTER at the ATHENÆUM HALL, ON MONDAY EVENING, at 8 o'clock. Central Committee Rooms, opposite Carroll's Monument. — [760, 420, 875, 471]
classified-ad: TO LET, Furnished Bedroom, suitable for a gentleman. Apply 45 Hanover Street. — [258, 1432, 373, 1457]
bankruptcy-text: THIS is to Give Notice that the above-named Charles Penman has this day filed with the Registrar of the Supreme Court, a statement under the provisions of the above-mentioned Act that I am unable to pay his debts; and I hereby summon a general meeting of his creditors to be held at the Supreme Court House, Dunedin, on Thursday, the 20th day of July, at 11 o'clock. — [384, 1108, 499, 1210]
